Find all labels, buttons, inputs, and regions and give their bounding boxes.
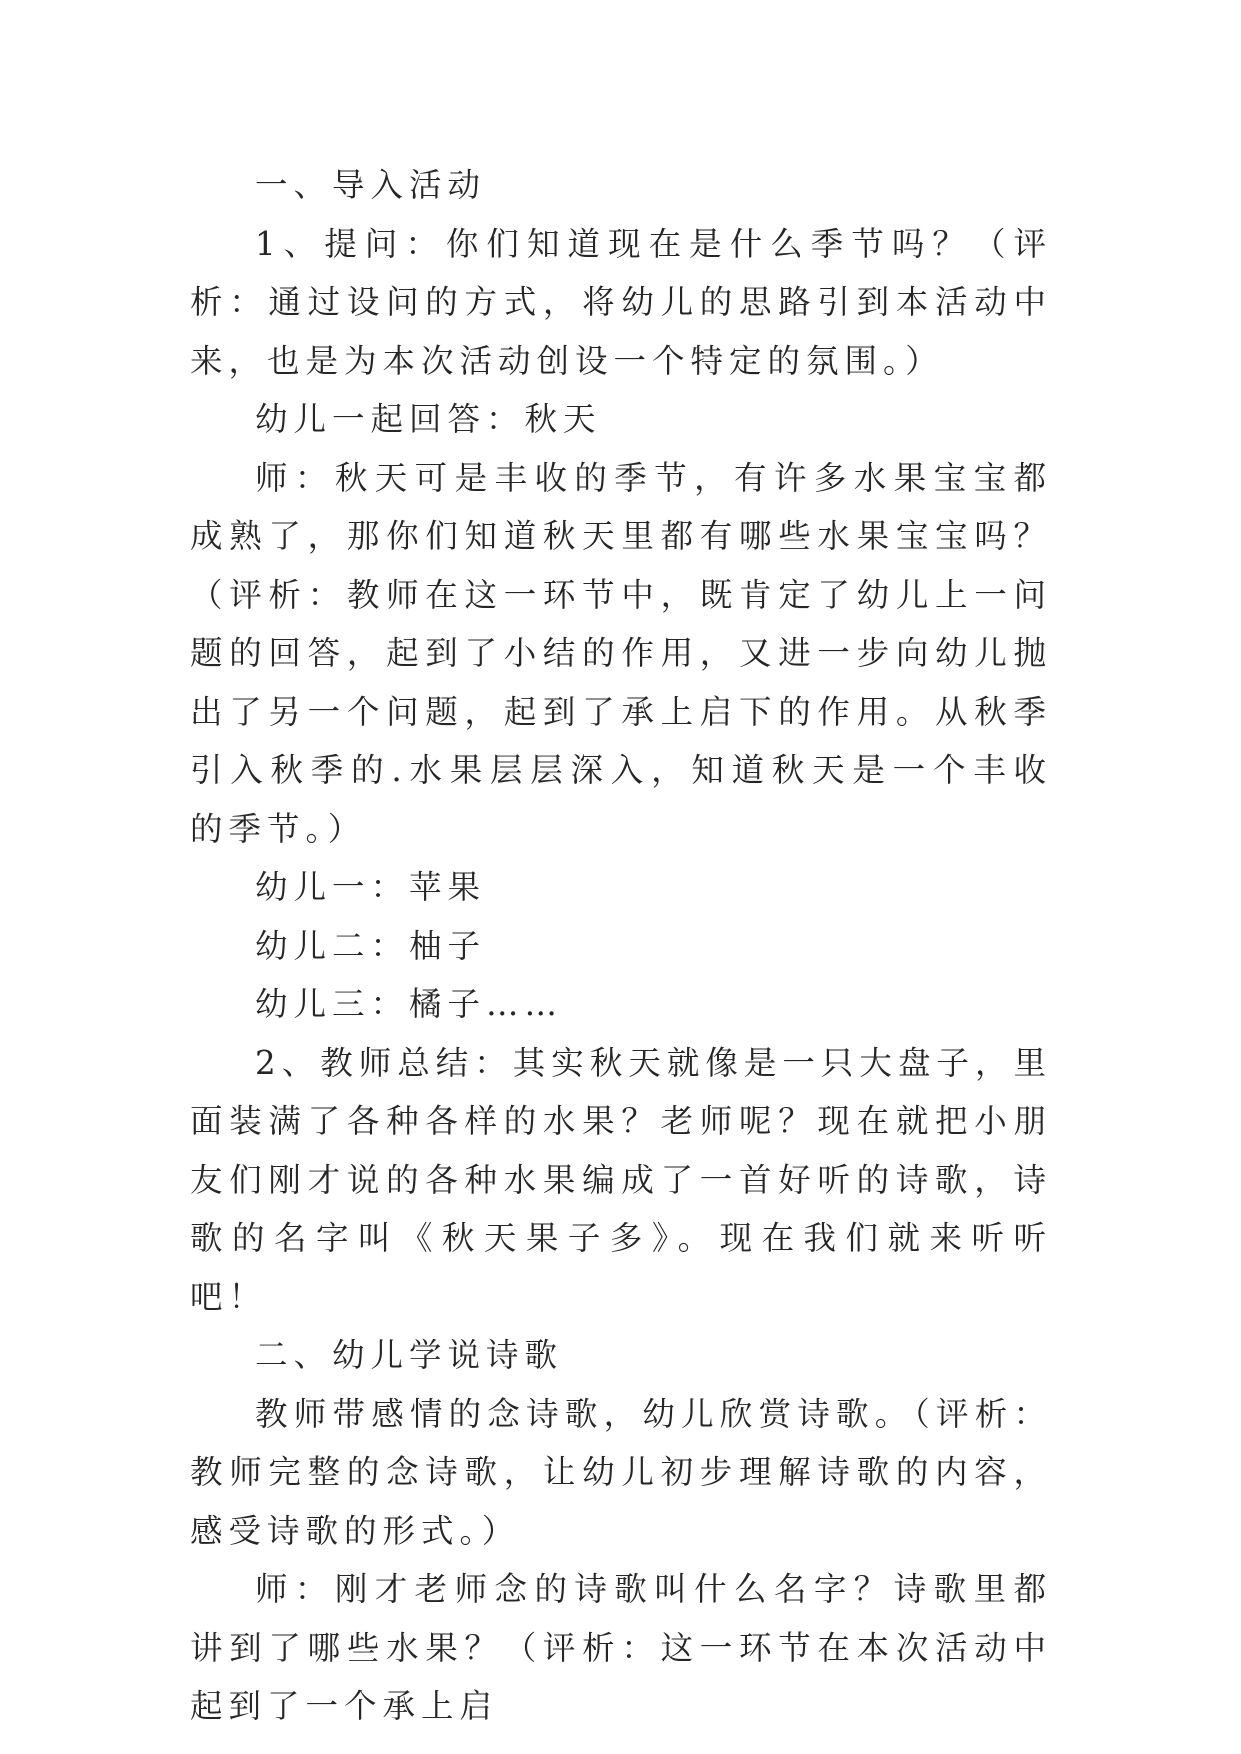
paragraph-teacher-summary: 2、教师总结：其实秋天就像是一只大盘子，里面装满了各种各样的水果？老师呢？现在就把小朋友们刚才说的各种水果编成了一首好听的诗歌，诗歌的名字叫《秋天果子多》。现在我们就来听听吧！ <box>190 1043 1052 1316</box>
section-heading-2: 二、幼儿学说诗歌 <box>255 1336 564 1374</box>
paragraph-child-three: 幼儿三：橘子…… <box>255 985 564 1023</box>
paragraph-question-1: 1、提问：你们知道现在是什么季节吗？（评析：通过设问的方式，将幼儿的思路引到本活动中来，也是为本次活动创设一个特定的氛围。） <box>190 224 1052 380</box>
document-page <box>190 156 1052 1736</box>
paragraph-teacher-recites: 教师带感情的念诗歌，幼儿欣赏诗歌。（评析：教师完整的念诗歌，让幼儿初步理解诗歌的内容，感受诗歌的形式。） <box>190 1394 1052 1550</box>
paragraph-teacher-asks: 师：刚才老师念的诗歌叫什么名字？诗歌里都讲到了哪些水果？（评析：这一环节在本次活动中起到了一个承上启 <box>190 1570 1052 1725</box>
paragraph-child-one: 幼儿一：苹果 <box>255 868 487 906</box>
paragraph-children-answer: 幼儿一起回答：秋天 <box>255 400 602 438</box>
paragraph-teacher-question: 师：秋天可是丰收的季节，有许多水果宝宝都成熟了，那你们知道秋天里都有哪些水果宝宝吗？ （评析：教师在这一环节中，既肯定了幼儿上一问题的回答，起到了小结的作用，又进一步向幼儿抛出了另一个问题，起到了承上启下的作用。从秋季引入秋季的.水果层层深入，知道秋天是一个丰收的季节。） <box>190 458 1052 848</box>
paragraph-child-two: 幼儿二：柚子 <box>255 926 487 965</box>
section-heading-1: 一、导入活动 <box>255 166 487 204</box>
